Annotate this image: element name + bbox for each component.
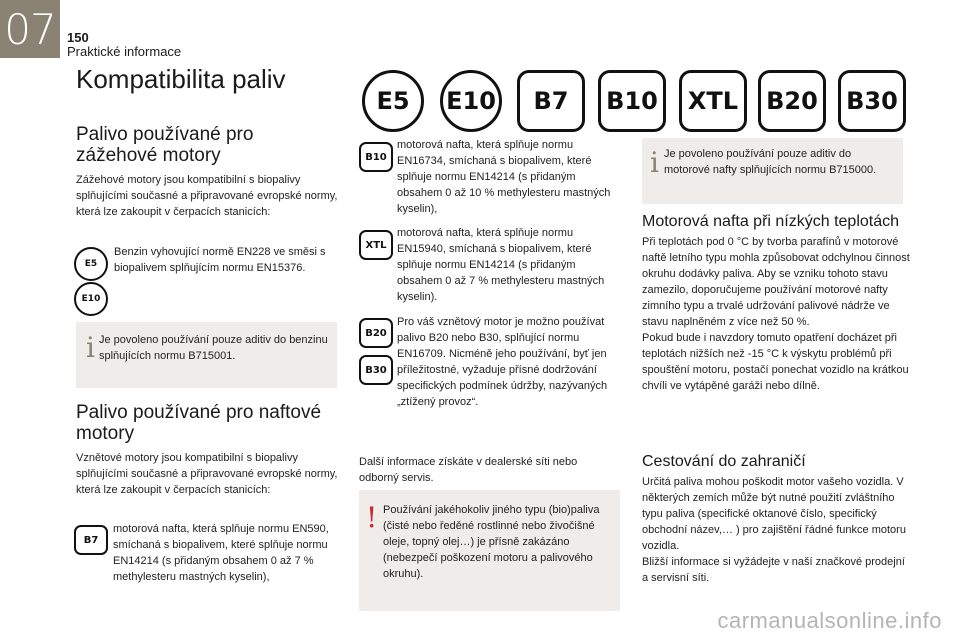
watermark: carmanualsonline.info — [717, 608, 942, 633]
low-temp-text: Při teplotách pod 0 °C by tvorba parafínů v motorové naftě letního typu mohla způsobovat odchylnou činnost okruhu dodávky paliva. Aby se vzniku tohoto stavu zamezilo, doporučujeme používání motorové nafty zimního typu a trvalé udržování palivové nádrže ve stavu naplněném z více než 50 %. Pokud bude i navzdory tomuto opatření docházet při teplotách nižších než -15 °C k výskytu problémů při spouštění motoru, postačí ponechat vozidlo na krátkou chvíli ve vytápěné garáži nebo dílně. — [642, 236, 910, 392]
warning-icon: ! — [366, 501, 378, 534]
petrol-note-text: Je povoleno používání pouze aditiv do benzinu splňujících normu B715001. — [99, 334, 328, 362]
b30-badge-icon: B30 — [359, 355, 393, 385]
abroad-text: Určitá paliva mohou poškodit motor vašeho vozidla. V některých zemích může být nutné použití zvláštního typu paliva (specifické oktanové číslo, specifický obchodní název,… ) pro zajištění řádné funkce motoru vozidla. Bližší informace si vyžádejte v naší značkové prodejní a servisní síti. — [642, 476, 906, 584]
fuel-label-e10-icon: E10 — [440, 70, 502, 132]
info-icon: i — [650, 146, 659, 179]
page-number: 150 — [67, 30, 89, 45]
b10-description: motorová nafta, která splňuje normu EN16734, smíchaná s biopalivem, které splňuje normu EN14214 (s přidaným obsahem 0 až 10 % methylesteru mastných kyselin), — [397, 139, 611, 215]
b20-badge-icon: B20 — [359, 318, 393, 348]
more-info-text: Další informace získáte v dealerské síti nebo odborný servis. — [359, 456, 578, 484]
chapter-tab: 07 — [0, 0, 60, 58]
abroad-title: Cestování do zahraničí — [642, 453, 806, 470]
fuel-label-e5-icon: E5 — [362, 70, 424, 132]
diesel-note-text: Je povoleno používání pouze aditiv do motorové nafty splňujících normu B715000. — [664, 148, 877, 176]
fuel-label-xtl-icon: XTL — [679, 70, 747, 132]
petrol-intro: Zážehové motory jsou kompatibilní s biopalivy splňujícími současné a připravované evropské normy, která lze zakoupit v čerpacích stanicích: — [76, 174, 338, 218]
fuel-label-b10-icon: B10 — [598, 70, 666, 132]
b10-badge-icon: B10 — [359, 142, 393, 172]
fuel-label-b30-icon: B30 — [838, 70, 906, 132]
e10-badge-icon: E10 — [74, 282, 108, 316]
section-name: Praktické informace — [67, 44, 182, 59]
diesel-section-title: Palivo používané pro naftové motory — [76, 402, 322, 444]
b7-badge-icon: B7 — [74, 525, 108, 555]
e5-description: Benzin vyhovující normě EN228 ve směsi s biopalivem splňujícím normu EN15376. — [114, 246, 326, 274]
fuel-label-b7-icon: B7 — [517, 70, 585, 132]
info-icon: i — [86, 331, 95, 364]
xtl-badge-icon: XTL — [359, 230, 393, 260]
xtl-description: motorová nafta, která splňuje normu EN15940, smíchaná s biopalivem, které splňuje normu EN14214 (s přidaným obsahem 0 až 7 % methylesteru mastných kyselin). — [397, 227, 605, 303]
low-temp-title: Motorová nafta při nízkých teplotách — [642, 213, 900, 230]
e5-badge-icon: E5 — [74, 247, 108, 281]
fuel-label-b20-icon: B20 — [758, 70, 826, 132]
b20-b30-description: Pro váš vznětový motor je možno používat palivo B20 nebo B30, splňující normu EN16709. Nicméně jeho používání, byť jen příležitostné, vyžaduje přísné dodržování specifických podmínek údržby, nazývaných „ztížený provoz“. — [397, 316, 608, 408]
b7-description: motorová nafta, která splňuje normu EN590, smíchaná s biopalivem, které splňuje normu EN14214 (s přidaným obsahem 0 až 7 % methylesteru mastných kyselin), — [113, 523, 329, 583]
page-title: Kompatibilita paliv — [76, 64, 286, 94]
diesel-intro: Vznětové motory jsou kompatibilní s biopalivy splňujícími současné a připravované evropské normy, která lze zakoupit v čerpacích stanicích: — [76, 452, 338, 496]
petrol-section-title: Palivo používané pro zážehové motory — [76, 124, 254, 166]
warning-text: Používání jakéhokoliv jiného typu (bio)paliva (čisté nebo ředěné rostlinné nebo živočišné oleje, topný olej…) je přísně zakázáno (nebezpečí poškození motoru a palivového okruhu). — [383, 504, 600, 580]
